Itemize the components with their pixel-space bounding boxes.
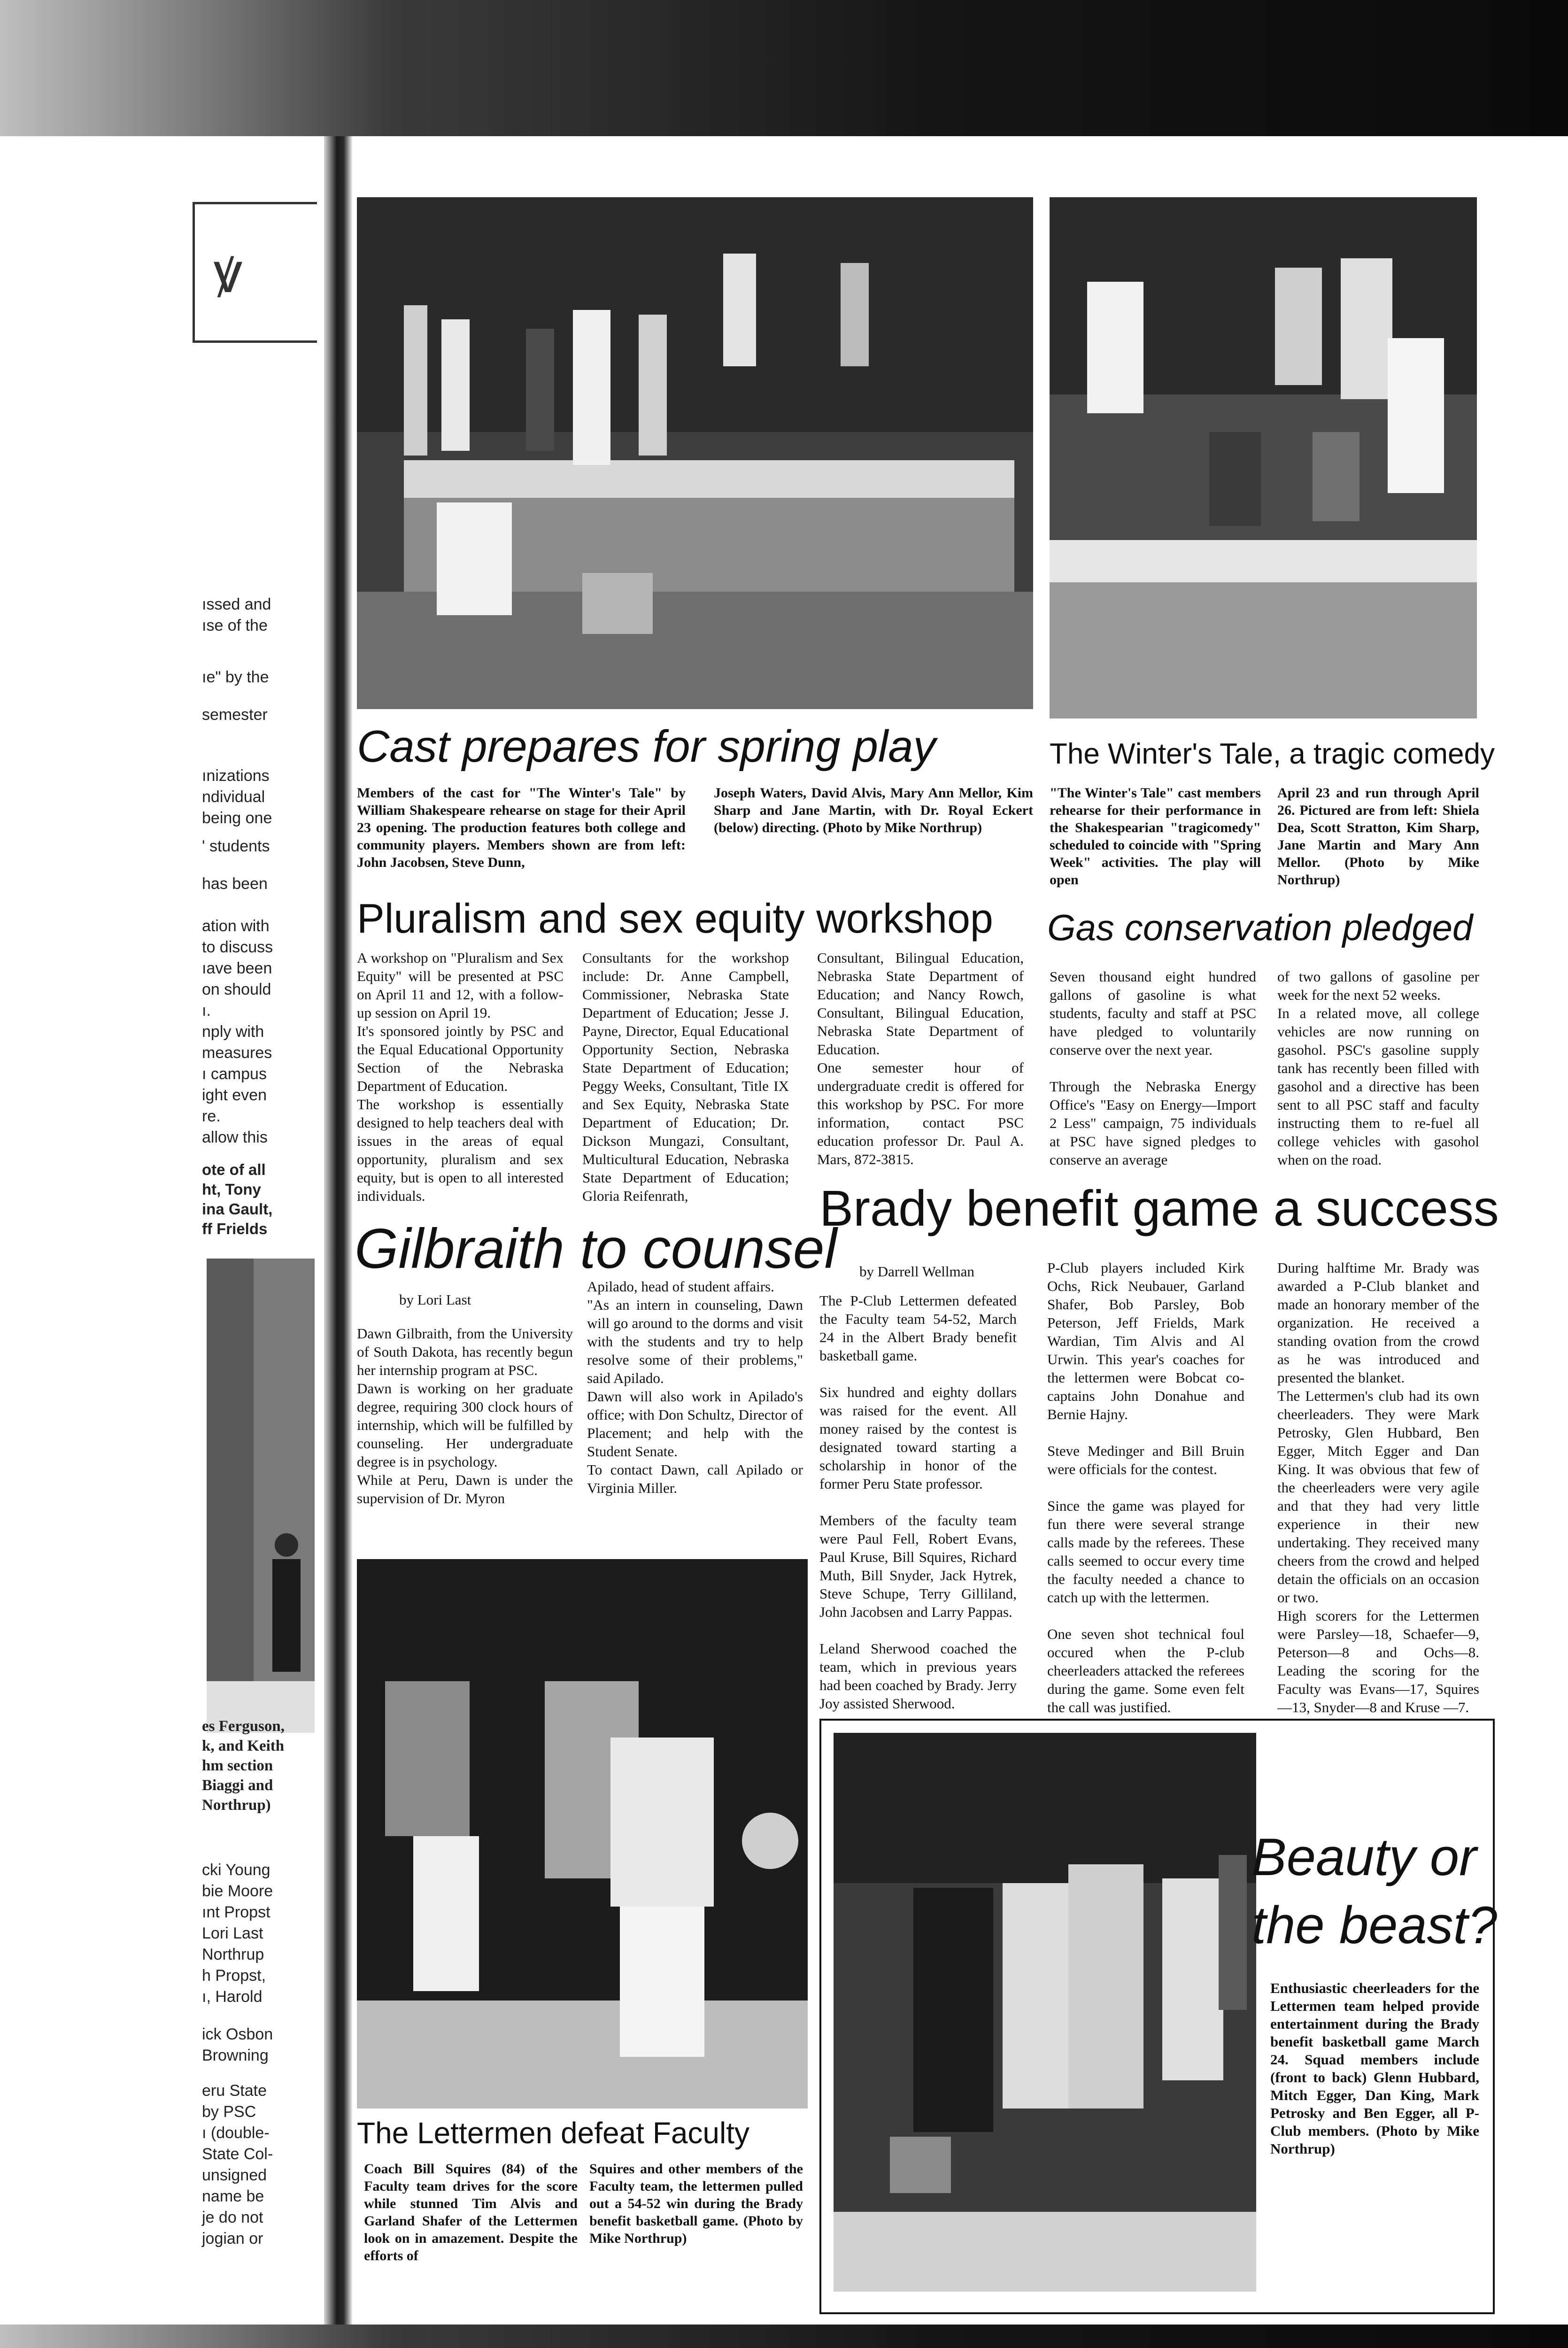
cast-caption-left: Members of the cast for "The Winter's Tale" by William Shakespeare rehearse on stage for their April 23 opening. The production features both college and community players. Members shown are from left: John Jacobsen, Steve Dunn, [357, 785, 686, 870]
margin-text-8: ote of all ht, Tony ina Gault, ff Frields [202, 1161, 273, 1237]
gilbraith-column-1: Dawn Gilbraith, from the University of South Dakota, has recently begun her internship program at PSC. Dawn is working on her graduate degree, requiring 300 clock hours of internship, which will be fulfilled by counseling. Her undergraduate degree is in psychology. While at Peru, Dawn is under the supervision of Dr. Myron [357, 1325, 573, 1506]
brady-column-1: The P-Club Lettermen defeated the Faculty team 54-52, March 24 in the Albert Brady benefit basketball game. Six hundred and eighty dollars was raised for the event. All money raised by the contest is designated toward starting a scholarship in honor of the former Peru State professor. Members of the faculty team were Paul Fell, Robert Evans, Paul Kruse, Bill Squires, Richard Muth, Bill Snyder, Jack Hytrek, Steve Schupe, Terry Gilliland, John Jacobsen and Larry Pappas. Leland Sherwood coached the team, which in previous years had been coached by Brady. Jerry Joy assisted Sherwood. [819, 1292, 1017, 1712]
gilbraith-headline: Gilbraith to counsel [355, 1217, 837, 1280]
lettermen-headline: The Lettermen defeat Faculty [357, 2116, 749, 2150]
scan-top-border [0, 0, 1568, 136]
margin-text-10: cki Young bie Moore ınt Propst Lori Last Northrup h Propst, ı, Harold [202, 1861, 273, 2006]
margin-text-1: ıssed and ıse of the [202, 595, 271, 634]
pluralism-column-3: Consultant, Bilingual Education, Nebraska State Department of Education; and Nancy Rowch, Consultant, Bilingual Education, Nebraska State Department of Education. One semester hour of undergraduate credit is offered for this workshop by PSC. For more information, contact PSC education professor Dr. Paul A. Mars, 872-3815. [817, 950, 1024, 1167]
margin-text-3: semester [202, 706, 268, 724]
beauty-headline-line1: Beauty or [1251, 1828, 1477, 1886]
beauty-caption: Enthusiastic cheerleaders for the Lettermen team helped provide entertainment during the Brady benefit basketball game March 24. Squad members include (front to back) Glenn Hubbard, Mitch Egger, Dan King, Mark Petrosky and Ben Egger, all P-Club members. (Photo by Mike Northrup) [1270, 1980, 1479, 2157]
pluralism-column-1: A workshop on "Pluralism and Sex Equity" will be presented at PSC on April 11 and 12, with a follow-up session on April 19. It's sponsored jointly by PSC and the Equal Educational Opportunity Section of the Nebraska Department of Education. The workshop is essentially designed to help teachers deal with issues in the areas of equal opportunity, pluralism and sex equity, but is open to all interested individuals. [357, 950, 564, 1204]
margin-text-7: ation with to discuss ıave been on should ı. nply with measures ı campus ight even re. allow this [202, 917, 273, 1146]
scan-bottom-border [0, 2325, 1568, 2348]
brady-column-3: During halftime Mr. Brady was awarded a P-Club blanket and made an honorary member of the organization. He received a standing ovation from the crowd as he was introduced and presented the blanket. The Lettermen's club had its own cheerleaders. They were Mark Petrosky, Glen Hubbard, Ben Egger, Mitch Egger and Dan King. It was obvious that few of the cheerleaders were very agile and that they had very little experience in their new undertaking. They received many cheers from the crowd and helped detain the officials on an occasion or two. High scorers for the Lettermen were Parsley—18, Schaefer—9, Peterson—8 and Ochs—8. Leading the scoring for the Faculty was Evans—17, Squires—13, Snyder—8 and Kruse —7. [1277, 1259, 1479, 1715]
brady-headline: Brady benefit game a success [819, 1180, 1499, 1236]
margin-text-4: ınizations ndividual being one [202, 767, 272, 827]
gas-headline: Gas conservation pledged [1047, 907, 1473, 948]
tale-caption-right: April 23 and run through April 26. Pictured are from left: Shiela Dea, Scott Stratton, Kim Sharp, Jane Martin and Mary Ann Mellor. (Photo by Mike Northrup) [1277, 785, 1479, 888]
beauty-headline-line2: the beast? [1251, 1896, 1498, 1954]
tale-rehearsal-photo [1050, 197, 1477, 718]
lettermen-caption-right: Squires and other members of the Faculty team, the lettermen pulled out a 54-52 win during the Brady benefit basketball game. (Photo by Mike Northrup) [589, 2161, 803, 2246]
gilbraith-column-2: Apilado, head of student affairs. "As an intern in counseling, Dawn will go around to the dorms and visit with the students and try to help resolve some of their problems," said Apilado. Dawn will also work in Apilado's office; with Don Schultz, Director of Placement; and help with the Student Senate. To contact Dawn, call Apilado or Virginia Miller. [587, 1278, 803, 1496]
gilbraith-byline: by Lori Last [399, 1291, 471, 1308]
cast-headline: Cast prepares for spring play [357, 721, 936, 772]
lettermen-caption-left: Coach Bill Squires (84) of the Faculty team drives for the score while stunned Tim Alvis and Garland Shafer of the Lettermen look on in amazement. Despite the efforts of [364, 2161, 578, 2263]
cast-rehearsal-photo [357, 197, 1033, 709]
margin-text-2: ıe" by the [202, 668, 269, 686]
margin-text-6: has been [202, 875, 268, 893]
tale-headline: The Winter's Tale, a tragic comedy [1050, 738, 1495, 770]
brady-byline: by Darrell Wellman [859, 1263, 974, 1280]
pluralism-headline: Pluralism and sex equity workshop [357, 895, 993, 942]
page-number-box [193, 202, 317, 343]
page-gutter [324, 136, 352, 2325]
pluralism-column-2: Consultants for the workshop include: Dr. Anne Campbell, Commissioner, Nebraska State Department of Education; Jesse J. Payne, Director, Equal Educational Opportunity Section, Nebraska State Department of Education; Peggy Weeks, Consultant, Title IX and Sex Equity, Nebraska State Department of Education; Dr. Dickson Mungazi, Consultant, Multicultural Education, Nebraska State Department of Education; Gloria Reifenrath, [582, 950, 789, 1204]
margin-text-9: es Ferguson, k, and Keith hm section Biaggi and Northrup) [202, 1718, 285, 1814]
margin-text-11: ick Osbon Browning [202, 2025, 273, 2064]
gas-column-2: of two gallons of gasoline per week for the next 52 weeks. In a related move, all college vehicles are now running on gasohol. PSC's gasoline supply tank has recently been filled with gasohol and a directive has been sent to all PSC staff and faculty instructing them to re-fuel all college vehicles with gasohol when on the road. [1277, 968, 1479, 1168]
page-number-glyph: ꝟ [214, 241, 242, 304]
margin-text-5: ' students [202, 837, 270, 855]
brady-column-2: P-Club players included Kirk Ochs, Rick Neubauer, Garland Shafer, Bob Parsley, Bob Peterson, Jeff Frields, Mark Wardian, Tim Alvis and Al Urwin. This year's coaches for the lettermen were Bobcat co-captains John Donahue and Bernie Hajny. Steve Medinger and Bill Bruin were officials for the contest. Since the game was played for fun there were several strange calls made by the referees. These calls seemed to occur every time the faculty needed a chance to catch up with the lettermen. One seven shot technical foul occured when the P-club cheerleaders attacked the referees during the game. Some even felt the call was justified. [1047, 1259, 1244, 1715]
gas-column-1: Seven thousand eight hundred gallons of gasoline is what students, faculty and staff at PSC have pledged to voluntarily conserve over the next year. Through the Nebraska Energy Office's "Easy on Energy—Import 2 Less" campaign, 75 individuals at PSC have signed pledges to conserve an average [1050, 968, 1256, 1168]
cheerleaders-photo [834, 1733, 1256, 2292]
cast-caption-right: Joseph Waters, David Alvis, Mary Ann Mellor, Kim Sharp and Jane Martin, with Dr. Royal Eckert (below) directing. (Photo by Mike Northrup) [714, 785, 1033, 835]
margin-text-12: eru State by PSC ı (double- State Col- unsigned name be je do not jogian or [202, 2082, 273, 2248]
margin-photo [207, 1259, 315, 1733]
basketball-drive-photo [357, 1559, 808, 2109]
tale-caption-left: "The Winter's Tale" cast members rehearse for their performance in the Shakespearian "tragicomedy" scheduled to coincide with "Spring Week" activities. The play will open [1050, 785, 1261, 888]
